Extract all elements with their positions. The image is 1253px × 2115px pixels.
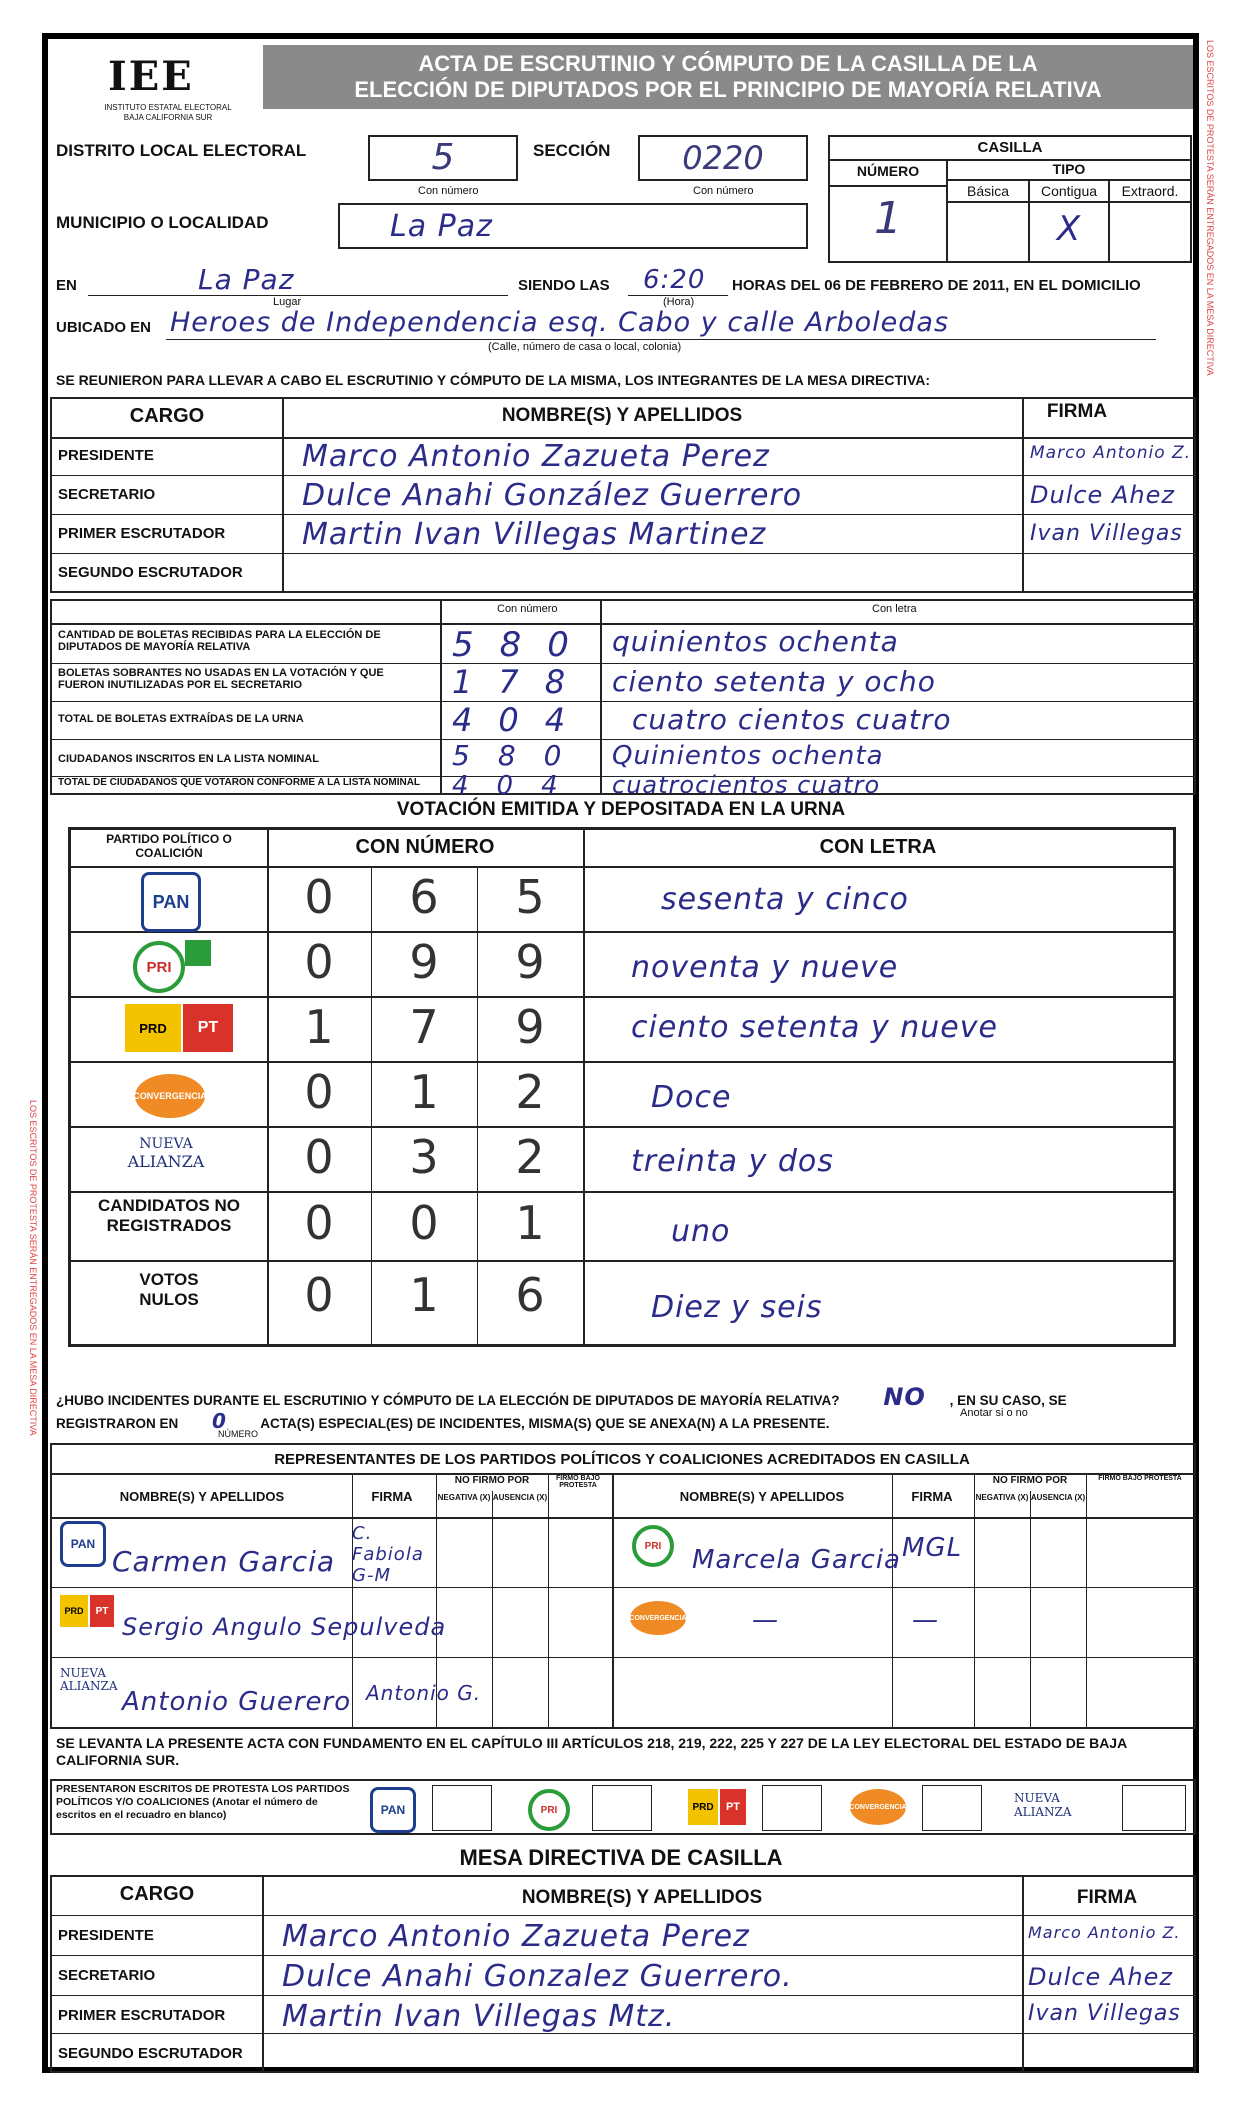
ubicado-sub: (Calle, número de casa o local, colonia) [488, 341, 682, 353]
en-label: EN [56, 277, 77, 294]
logo-mark: IEE [108, 53, 194, 100]
rep-h-protesta-right: FIRMÓ BAJO PROTESTA [1098, 1475, 1182, 1482]
nulos-d3: 6 [515, 1268, 545, 1322]
rep-right-firma-2: — [912, 1605, 939, 1635]
side-print-right: LOS ESCRITOS DE PROTESTA SERÁN ENTREGADOS EN LA MESA DIRECTIVA [1205, 40, 1215, 376]
pri-logo: PRI [133, 941, 185, 993]
na-letra: treinta y dos [631, 1144, 834, 1179]
rep-left-nombre-2: Sergio Angulo Sepulveda [122, 1613, 447, 1641]
nueva-alianza-logo [111, 1136, 221, 1171]
boletas-label-4: CIUDADANOS INSCRITOS EN LA LISTA NOMINAL [58, 753, 319, 765]
numero-label: NÚMERO [856, 163, 920, 179]
municipio-value: La Paz [390, 209, 493, 244]
section-label: SECCIÓN [533, 141, 611, 160]
rep-left-nombre-1: Carmen Garcia [112, 1545, 336, 1578]
boletas-num-1: 580 [452, 625, 595, 665]
incidentes-line2: REGISTRARON EN 0 ACTA(S) ESPECIAL(ES) DE INCIDENTES, MISMA(S) QUE SE ANEXA(N) A LA PRESENTE. [56, 1409, 830, 1433]
na-d3: 2 [515, 1130, 545, 1184]
rep-h-firma-right: FIRMA [911, 1489, 953, 1504]
protesta-pri-logo: PRI [528, 1789, 570, 1831]
pan-d3: 5 [515, 870, 545, 924]
rep-prd-logo: PRD [60, 1595, 88, 1627]
mesa2-nombre-2: Dulce Anahi Gonzalez Guerrero. [282, 1959, 793, 1994]
mesa2-cargo-2: SECRETARIO [58, 1967, 156, 1984]
mesa2-nombre-1: Marco Antonio Zazueta Perez [282, 1919, 750, 1954]
tipo-basica: Básica [966, 183, 1010, 199]
pan-d2: 6 [409, 870, 439, 924]
protesta-conv-box[interactable] [922, 1785, 982, 1831]
rep-h-nofirmo-right: NO FIRMÓ POR [992, 1475, 1068, 1486]
rep-h-ausencia-left: AUSENCIA (X) [492, 1493, 548, 1502]
conv-d3: 2 [515, 1065, 545, 1119]
mesa2-h-nombre: NOMBRE(S) Y APELLIDOS [521, 1887, 763, 1908]
casilla-contigua-mark: X [1056, 209, 1082, 249]
boletas-letra-1: quinientos ochenta [612, 625, 899, 658]
prdpt-letra: ciento setenta y nueve [631, 1010, 998, 1045]
institute-line1: INSTITUTO ESTATAL ELECTORAL [104, 103, 232, 112]
boletas-h-letra: Con letra [872, 603, 917, 615]
boletas-label-2: BOLETAS SOBRANTES NO USADAS EN LA VOTACIÓN Y QUE FUERON INUTILIZADAS POR EL SECRETARIO [58, 667, 384, 691]
boletas-num-4: 580 [452, 739, 590, 772]
votacion-h-num: CON NÚMERO [355, 836, 495, 858]
mesa1-firma-2: Dulce Ahez [1030, 481, 1175, 509]
mesa1-firma-3: Ivan Villegas [1030, 521, 1183, 546]
rep-left-firma-1: C. Fabiola G-M [352, 1523, 424, 1586]
prdpt-d3: 9 [515, 1000, 545, 1054]
boletas-label-1: CANTIDAD DE BOLETAS RECIBIDAS PARA LA ELECCIÓN DE DIPUTADOS DE MAYORÍA RELATIVA [58, 629, 381, 653]
en-value: La Paz [198, 263, 295, 296]
cnr-d2: 0 [409, 1196, 439, 1250]
rep-na-line2: ALIANZA [60, 1679, 118, 1693]
mesa1-h-firma: FIRMA [1046, 401, 1108, 422]
na-line2: ALIANZA [127, 1152, 205, 1171]
rep-left-firma-3: Antonio G. [366, 1681, 482, 1705]
mesa2-h-firma: FIRMA [1076, 1887, 1138, 1908]
mesa2-firma-2: Dulce Ahez [1028, 1963, 1173, 1991]
boletas-letra-5: cuatrocientos cuatro [612, 771, 881, 799]
protesta-prdpt-box[interactable] [762, 1785, 822, 1831]
protesta-na-line1: NUEVA [1014, 1791, 1060, 1805]
rep-h-firma-left: FIRMA [371, 1489, 413, 1504]
boletas-num-5: 404 [452, 771, 586, 801]
rep-h-protesta-left: FIRMÓ BAJO PROTESTA [556, 1475, 600, 1489]
rep-h-ausencia-right: AUSENCIA (X) [1030, 1493, 1086, 1502]
pri-d2: 9 [409, 935, 439, 989]
rep-right-nombre-1: Marcela Garcia [692, 1545, 901, 1575]
cnr-letra: uno [671, 1214, 731, 1249]
rep-left-nombre-3: Antonio Guerero [122, 1687, 352, 1717]
iee-logo [88, 53, 248, 123]
rep-right-firma-1: MGL [902, 1533, 963, 1563]
municipio-label: MUNICIPIO O LOCALIDAD [56, 213, 269, 232]
mesa2-cargo-1: PRESIDENTE [58, 1927, 154, 1944]
rep-pt-logo: PT [90, 1595, 114, 1627]
protesta-prd-logo: PRD [688, 1789, 718, 1825]
protesta-conv-logo: CONVERGENCIA [850, 1789, 906, 1825]
district-value: 5 [431, 137, 455, 178]
rep-h-nofirmo-left: NO FIRMÓ POR [454, 1475, 530, 1486]
boletas-letra-2: ciento setenta y ocho [612, 665, 936, 698]
mesa2-firma-3: Ivan Villegas [1028, 2001, 1181, 2026]
acta-document [42, 33, 1199, 2073]
pan-d1: 0 [304, 870, 334, 924]
prdpt-d1: 1 [304, 1000, 334, 1054]
mesa1-h-nombre: NOMBRE(S) Y APELLIDOS [501, 405, 743, 426]
mesa1-nombre-1: Marco Antonio Zazueta Perez [302, 439, 770, 474]
nulos-d1: 0 [304, 1268, 334, 1322]
rep-h-nombre-right: NOMBRE(S) Y APELLIDOS [679, 1489, 845, 1504]
votacion-table [68, 827, 1176, 1347]
votacion-h-partido: PARTIDO POLÍTICO O COALICIÓN [106, 832, 232, 860]
mesa2-firma-1: Marco Antonio Z. [1028, 1923, 1181, 1942]
section-field[interactable] [638, 135, 808, 181]
conv-d2: 1 [409, 1065, 439, 1119]
votacion-title: VOTACIÓN EMITIDA Y DEPOSITADA EN LA URNA [396, 799, 846, 820]
rep-pan-logo: PAN [60, 1521, 106, 1567]
prdpt-d2: 7 [409, 1000, 439, 1054]
pt-logo: PT [183, 1004, 233, 1052]
mesa1-cargo-3: PRIMER ESCRUTADOR [58, 525, 226, 542]
rep-h-negativa-left: NEGATIVA (X) [437, 1493, 491, 1502]
boletas-num-2: 178 [452, 663, 592, 701]
casilla-numero: 1 [874, 193, 902, 244]
pan-logo: PAN [141, 872, 201, 932]
district-sub: Con número [418, 185, 479, 197]
protesta-row [50, 1779, 1196, 1835]
mesa2-cargo-3: PRIMER ESCRUTADOR [58, 2007, 226, 2024]
mesa1-cargo-4: SEGUNDO ESCRUTADOR [58, 564, 243, 581]
title-line2: ELECCIÓN DE DIPUTADOS POR EL PRINCIPIO DE MAYORÍA RELATIVA [354, 77, 1102, 102]
mesa2-cargo-4: SEGUNDO ESCRUTADOR [58, 2045, 243, 2062]
pri-d1: 0 [304, 935, 334, 989]
representantes-table [50, 1443, 1196, 1729]
boletas-label-5: TOTAL DE CIUDADANOS QUE VOTARON CONFORME A LA LISTA NOMINAL [58, 777, 421, 788]
protesta-na-logo [1014, 1791, 1072, 1819]
pri-green-icon [185, 940, 211, 966]
mesa2-table [50, 1875, 1196, 2073]
incidentes-question: ¿HUBO INCIDENTES DURANTE EL ESCRUTINIO Y CÓMPUTO DE LA ELECCIÓN DE DIPUTADOS DE MAYORÍA RELATIVA? NO , EN SU CASO, SE [56, 1383, 1067, 1411]
title-banner [263, 45, 1193, 109]
ubicado-value: Heroes de Independencia esq. Cabo y calle Arboledas [170, 307, 950, 338]
protesta-na-line2: ALIANZA [1014, 1805, 1072, 1819]
rep-na-line1: NUEVA [60, 1666, 106, 1680]
prd-logo: PRD [125, 1004, 181, 1052]
tipo-label: TIPO [1052, 161, 1086, 177]
reunieron-text: SE REUNIERON PARA LLEVAR A CABO EL ESCRUTINIO Y CÓMPUTO DE LA MISMA, LOS INTEGRANTES DE LA MESA DIRECTIVA: [56, 372, 931, 388]
convergencia-logo: CONVERGENCIA [135, 1074, 205, 1118]
protesta-pri-box[interactable] [592, 1785, 652, 1831]
mesa1-firma-1: Marco Antonio Z. [1030, 443, 1192, 463]
casilla-box [828, 135, 1192, 263]
boletas-table [50, 599, 1196, 801]
section-sub: Con número [693, 185, 754, 197]
cnr-d1: 0 [304, 1196, 334, 1250]
ubicado-label: UBICADO EN [56, 319, 152, 336]
mesa2-h-cargo: CARGO [119, 1883, 195, 1905]
mesa2-nombre-3: Martin Ivan Villegas Mtz. [282, 1999, 676, 2034]
pan-letra: sesenta y cinco [661, 882, 909, 917]
mesa1-cargo-1: PRESIDENTE [58, 447, 154, 464]
rep-pri-logo: PRI [632, 1525, 674, 1567]
rep-h-nombre-left: NOMBRE(S) Y APELLIDOS [119, 1489, 285, 1504]
protesta-pt-logo: PT [720, 1789, 746, 1825]
na-line1: NUEVA [139, 1136, 193, 1152]
casilla-title: CASILLA [977, 139, 1043, 156]
side-print-left: LOS ESCRITOS DE PROTESTA SERÁN ENTREGADOS EN LA MESA DIRECTIVA [28, 1100, 38, 1436]
mesa1-nombre-2: Dulce Anahi González Guerrero [302, 478, 803, 513]
title-line1: ACTA DE ESCRUTINIO Y CÓMPUTO DE LA CASILLA DE LA [418, 51, 1038, 76]
mesa1-table [50, 397, 1196, 593]
protesta-na-box[interactable] [1122, 1785, 1186, 1831]
mesa1-nombre-3: Martin Ivan Villegas Martinez [302, 517, 767, 552]
hora-value: 6:20 [643, 265, 706, 295]
pri-d3: 9 [515, 935, 545, 989]
na-d2: 3 [409, 1130, 439, 1184]
protesta-text: PRESENTARON ESCRITOS DE PROTESTA LOS PARTIDOS POLÍTICOS Y/O COALICIONES (Anotar el número de escritos en el recuadro en blanco) [56, 1783, 350, 1821]
institute-line2: BAJA CALIFORNIA SUR [123, 113, 213, 122]
conv-d1: 0 [304, 1065, 334, 1119]
boletas-num-3: 404 [452, 701, 592, 739]
boletas-letra-3: cuatro cientos cuatro [632, 703, 952, 736]
incidentes-count-sub: NÚMERO [218, 1429, 258, 1439]
boletas-label-3: TOTAL DE BOLETAS EXTRAÍDAS DE LA URNA [58, 713, 304, 725]
hora-sub: (Hora) [663, 296, 695, 308]
fundamento-text: SE LEVANTA LA PRESENTE ACTA CON FUNDAMENTO EN EL CAPÍTULO III ARTÍCULOS 218, 219, 222, 225 Y 227 DE LA LEY ELECTORAL DEL ESTADO DE BAJA CALIFORNIA SUR. [56, 1735, 1127, 1768]
siendo-label: SIENDO LAS [518, 277, 610, 294]
incidentes-count: 0 [212, 1409, 227, 1433]
rep-conv-logo: CONVERGENCIA [630, 1601, 686, 1635]
mesa1-cargo-2: SECRETARIO [58, 486, 156, 503]
horas-text: HORAS DEL 06 DE FEBRERO DE 2011, EN EL DOMICILIO [732, 277, 1141, 294]
cnr-d3: 1 [515, 1196, 545, 1250]
incidentes-answer-sub: Anotar si o no [960, 1407, 1028, 1419]
tipo-contigua: Contigua [1040, 183, 1098, 199]
candidatos-no-registrados-label: CANDIDATOS NO REGISTRADOS [98, 1196, 240, 1235]
lugar-sub: Lugar [273, 296, 302, 308]
district-label: DISTRITO LOCAL ELECTORAL [56, 141, 307, 160]
votos-nulos-label: VOTOS NULOS [139, 1270, 199, 1309]
incidentes-answer: NO [883, 1383, 926, 1411]
section-value: 0220 [682, 139, 764, 177]
conv-letra: Doce [651, 1080, 732, 1115]
nulos-d2: 1 [409, 1268, 439, 1322]
votacion-h-letra: CON LETRA [819, 836, 937, 858]
rep-right-nombre-2: — [752, 1605, 779, 1635]
protesta-pan-logo: PAN [370, 1787, 416, 1833]
nulos-letra: Diez y seis [651, 1290, 823, 1325]
boletas-h-num: Con número [497, 603, 558, 615]
na-d1: 0 [304, 1130, 334, 1184]
protesta-pan-box[interactable] [432, 1785, 492, 1831]
pri-letra: noventa y nueve [631, 950, 899, 985]
tipo-extraord: Extraord. [1121, 183, 1179, 199]
district-field[interactable] [368, 135, 518, 181]
boletas-letra-4: Quinientos ochenta [612, 741, 884, 771]
municipio-field[interactable] [338, 203, 808, 249]
mesa1-h-cargo: CARGO [129, 405, 205, 427]
representantes-title: REPRESENTANTES DE LOS PARTIDOS POLÍTICOS Y COALICIONES ACREDITADOS EN CASILLA [274, 1451, 970, 1468]
rep-na-logo [60, 1667, 118, 1693]
mesa2-title: MESA DIRECTIVA DE CASILLA [459, 1845, 783, 1870]
rep-h-negativa-right: NEGATIVA (X) [975, 1493, 1029, 1502]
